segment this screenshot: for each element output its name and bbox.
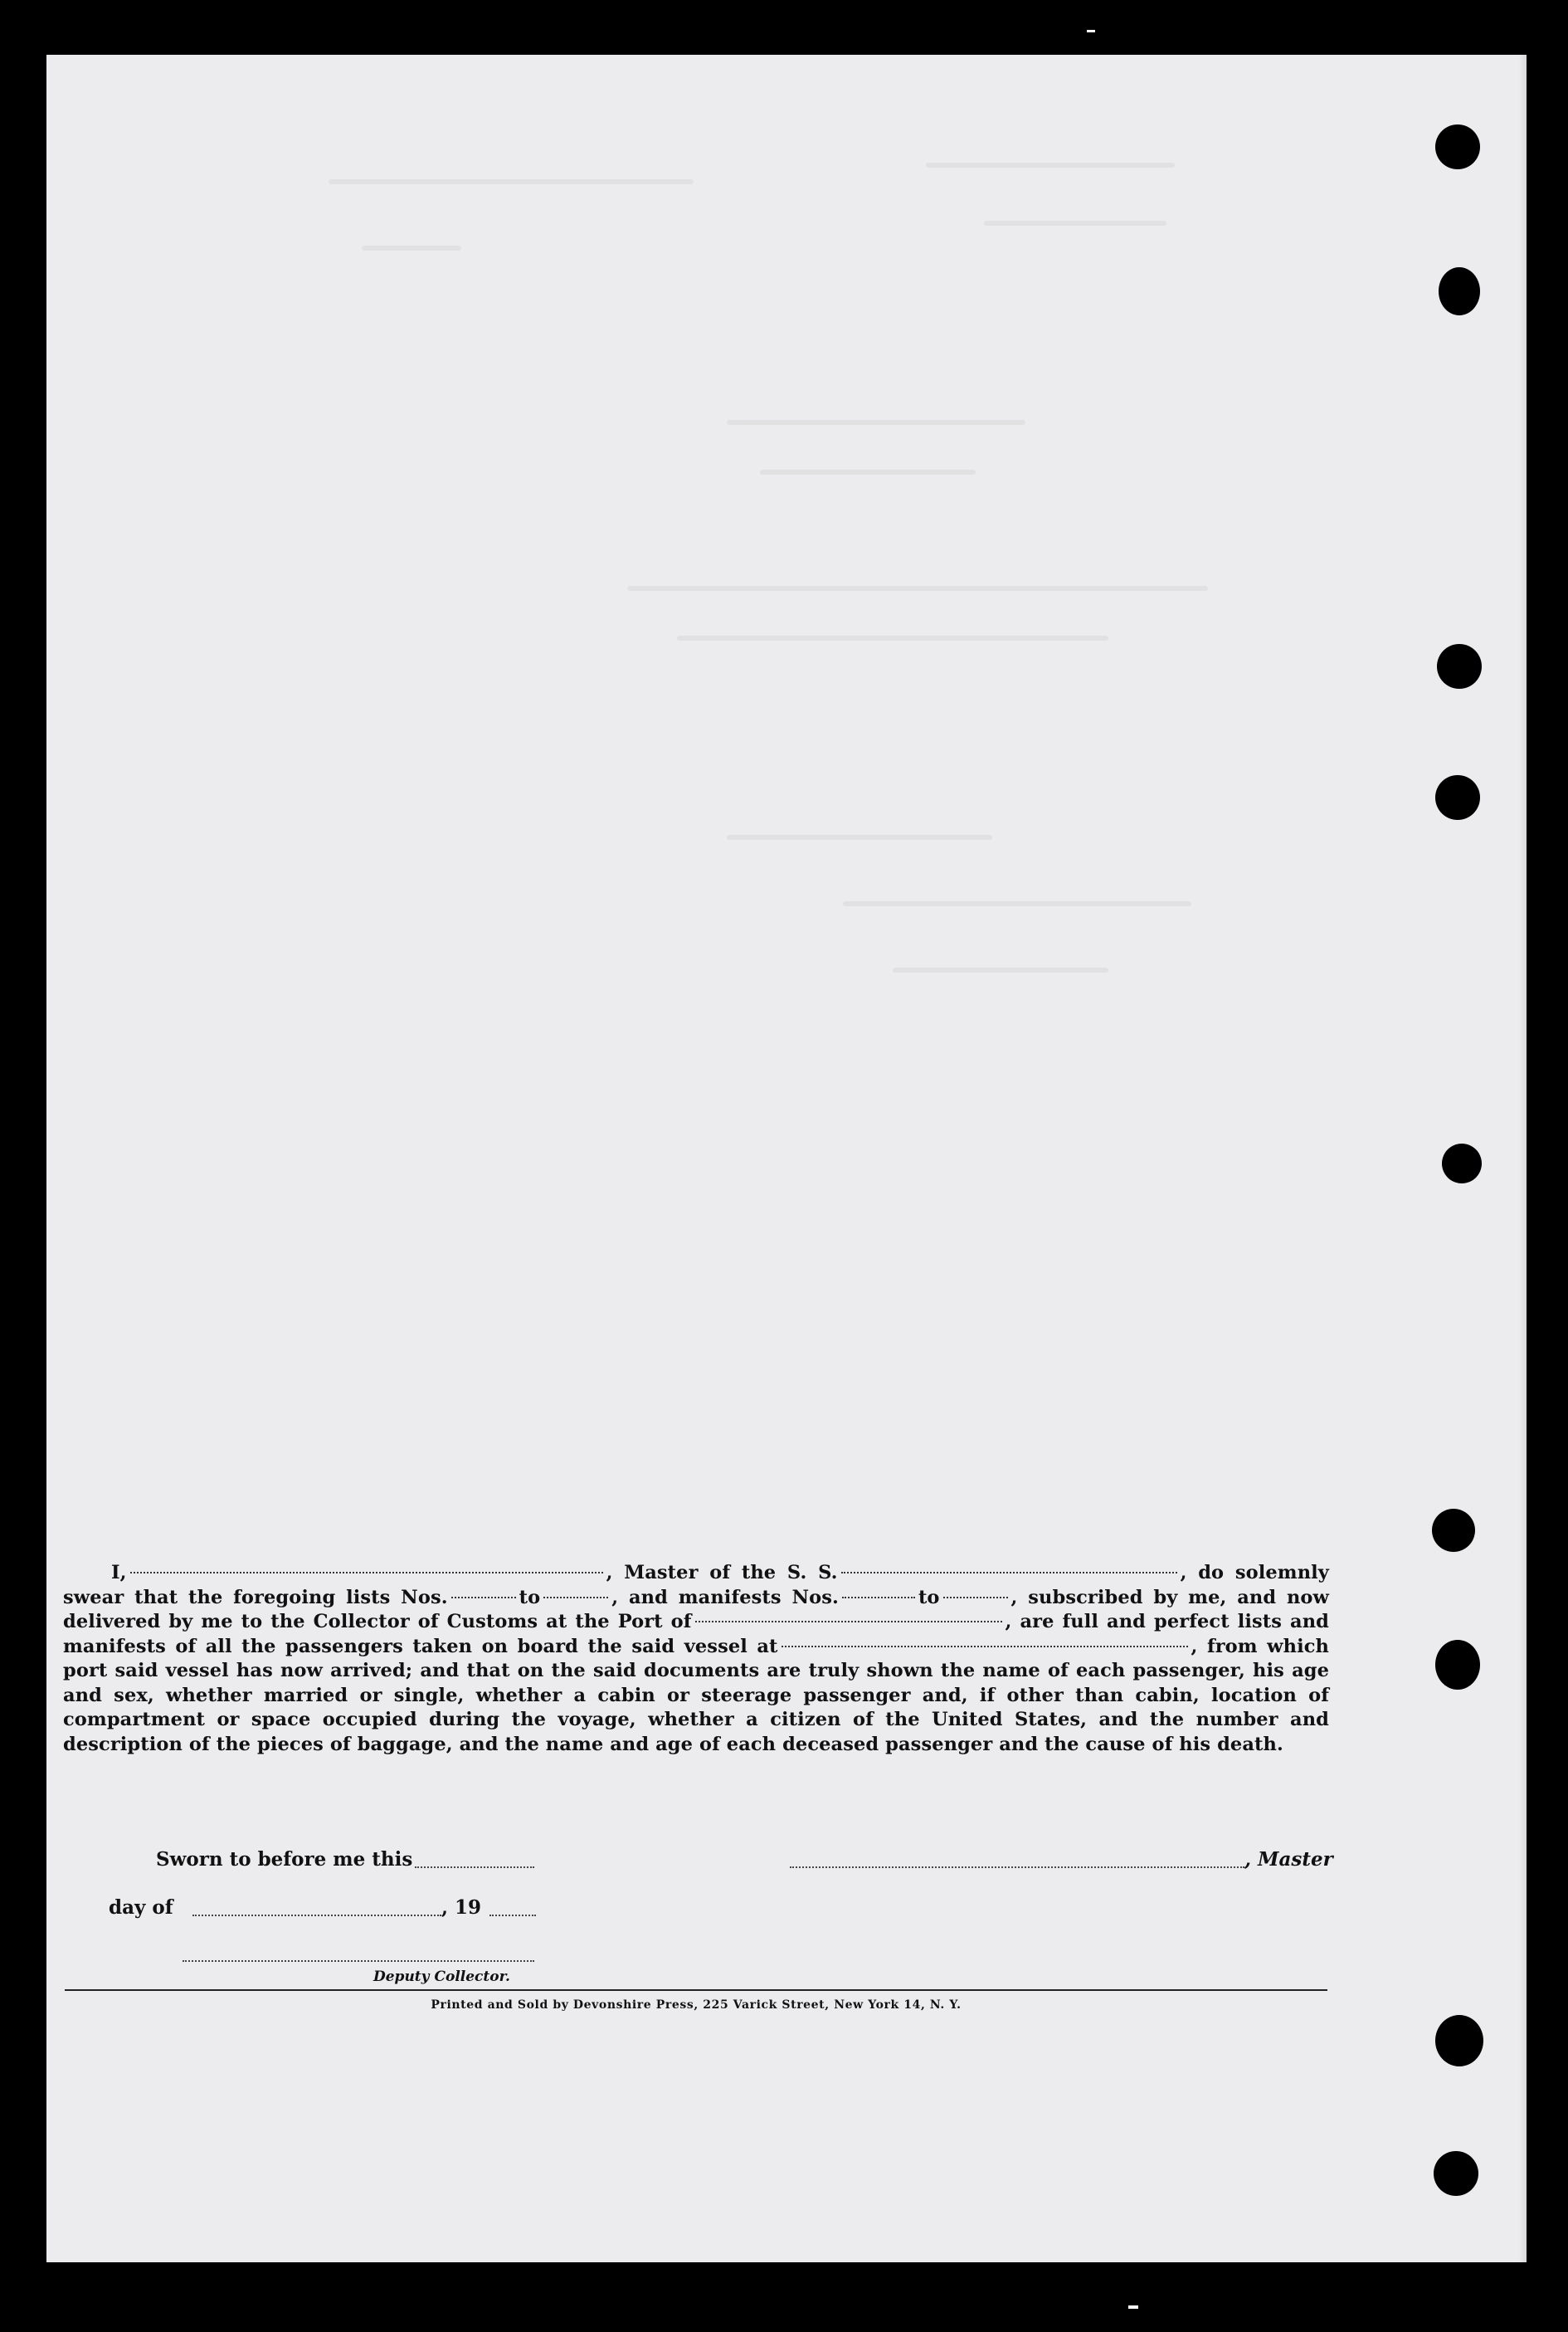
- port-blank: [695, 1620, 1002, 1622]
- punch-hole: [1442, 1144, 1482, 1183]
- oath-text: to: [519, 1586, 541, 1608]
- oath-text: , subscribed by me, and now delivered by me to the Collector of Customs at the Port of: [63, 1586, 1329, 1632]
- oath-text: , Master of the S. S.: [606, 1562, 838, 1583]
- sworn-text: Sworn to before me this: [156, 1848, 413, 1871]
- oath-text: , and manifests Nos.: [611, 1586, 839, 1608]
- page-edge-shadow: [1518, 55, 1527, 2262]
- year-label: [441, 1896, 481, 1919]
- oath-text: , are full and perfect lists and manifests of all the passengers taken on board the said vessel at: [63, 1611, 1329, 1657]
- year-text: , 19: [441, 1896, 482, 1919]
- document-page: [46, 55, 1527, 2262]
- sworn-date-line: [415, 1866, 534, 1868]
- punch-hole: [1435, 2015, 1483, 2066]
- departure-port-blank: [782, 1645, 1188, 1647]
- master-name-blank: [130, 1571, 603, 1573]
- deputy-collector-label: Deputy Collector.: [373, 1969, 510, 1985]
- footer-rule: [65, 1989, 1327, 1991]
- oath-text: , do solemnly swear that the foregoing lists Nos.: [63, 1562, 1329, 1608]
- manifest-from-blank: [842, 1596, 915, 1598]
- master-label: [1244, 1848, 1333, 1871]
- list-to-blank: [543, 1596, 608, 1598]
- day-of-text: day of: [109, 1896, 173, 1919]
- oath-text: I,: [111, 1562, 127, 1583]
- year-line: [489, 1915, 536, 1916]
- scan-speck: [1087, 30, 1095, 32]
- oath-text: to: [918, 1586, 940, 1608]
- day-of-label: [109, 1896, 173, 1919]
- show-through-bleed: [262, 121, 1258, 1051]
- day-month-line: [192, 1915, 441, 1916]
- vessel-name-blank: [841, 1571, 1177, 1573]
- sworn-label: [156, 1848, 412, 1871]
- punch-hole: [1435, 1640, 1480, 1690]
- printer-imprint: Printed and Sold by Devonshire Press, 225 Varick Street, New York 14, N. Y.: [431, 1998, 962, 2012]
- master-signature-label: , Master: [1244, 1848, 1333, 1871]
- scan-speck: [1128, 2305, 1138, 2309]
- punch-hole: [1432, 1509, 1475, 1552]
- oath-text: , from which port said vessel has now arrived; and that on the said documents are truly shown the name of each passenger, his age and sex, whether married or single, whether a cabin or steerage passenger and, if other than cabin, location of compartment or space occupied during the voyage, whether a citizen of the United States, and the number and description of the pieces of baggage, and the name and age of each deceased passenger and the cause of his death.: [63, 1635, 1329, 1755]
- punch-hole: [1435, 124, 1480, 169]
- punch-hole: [1437, 644, 1482, 689]
- punch-hole: [1439, 267, 1480, 315]
- master-signature-line: [790, 1866, 1244, 1868]
- oath-paragraph: [63, 1561, 1329, 1757]
- list-from-blank: [451, 1596, 516, 1598]
- deputy-signature-line: [183, 1960, 534, 1962]
- manifest-to-blank: [943, 1596, 1008, 1598]
- punch-hole: [1434, 2151, 1478, 2196]
- punch-hole: [1435, 775, 1480, 820]
